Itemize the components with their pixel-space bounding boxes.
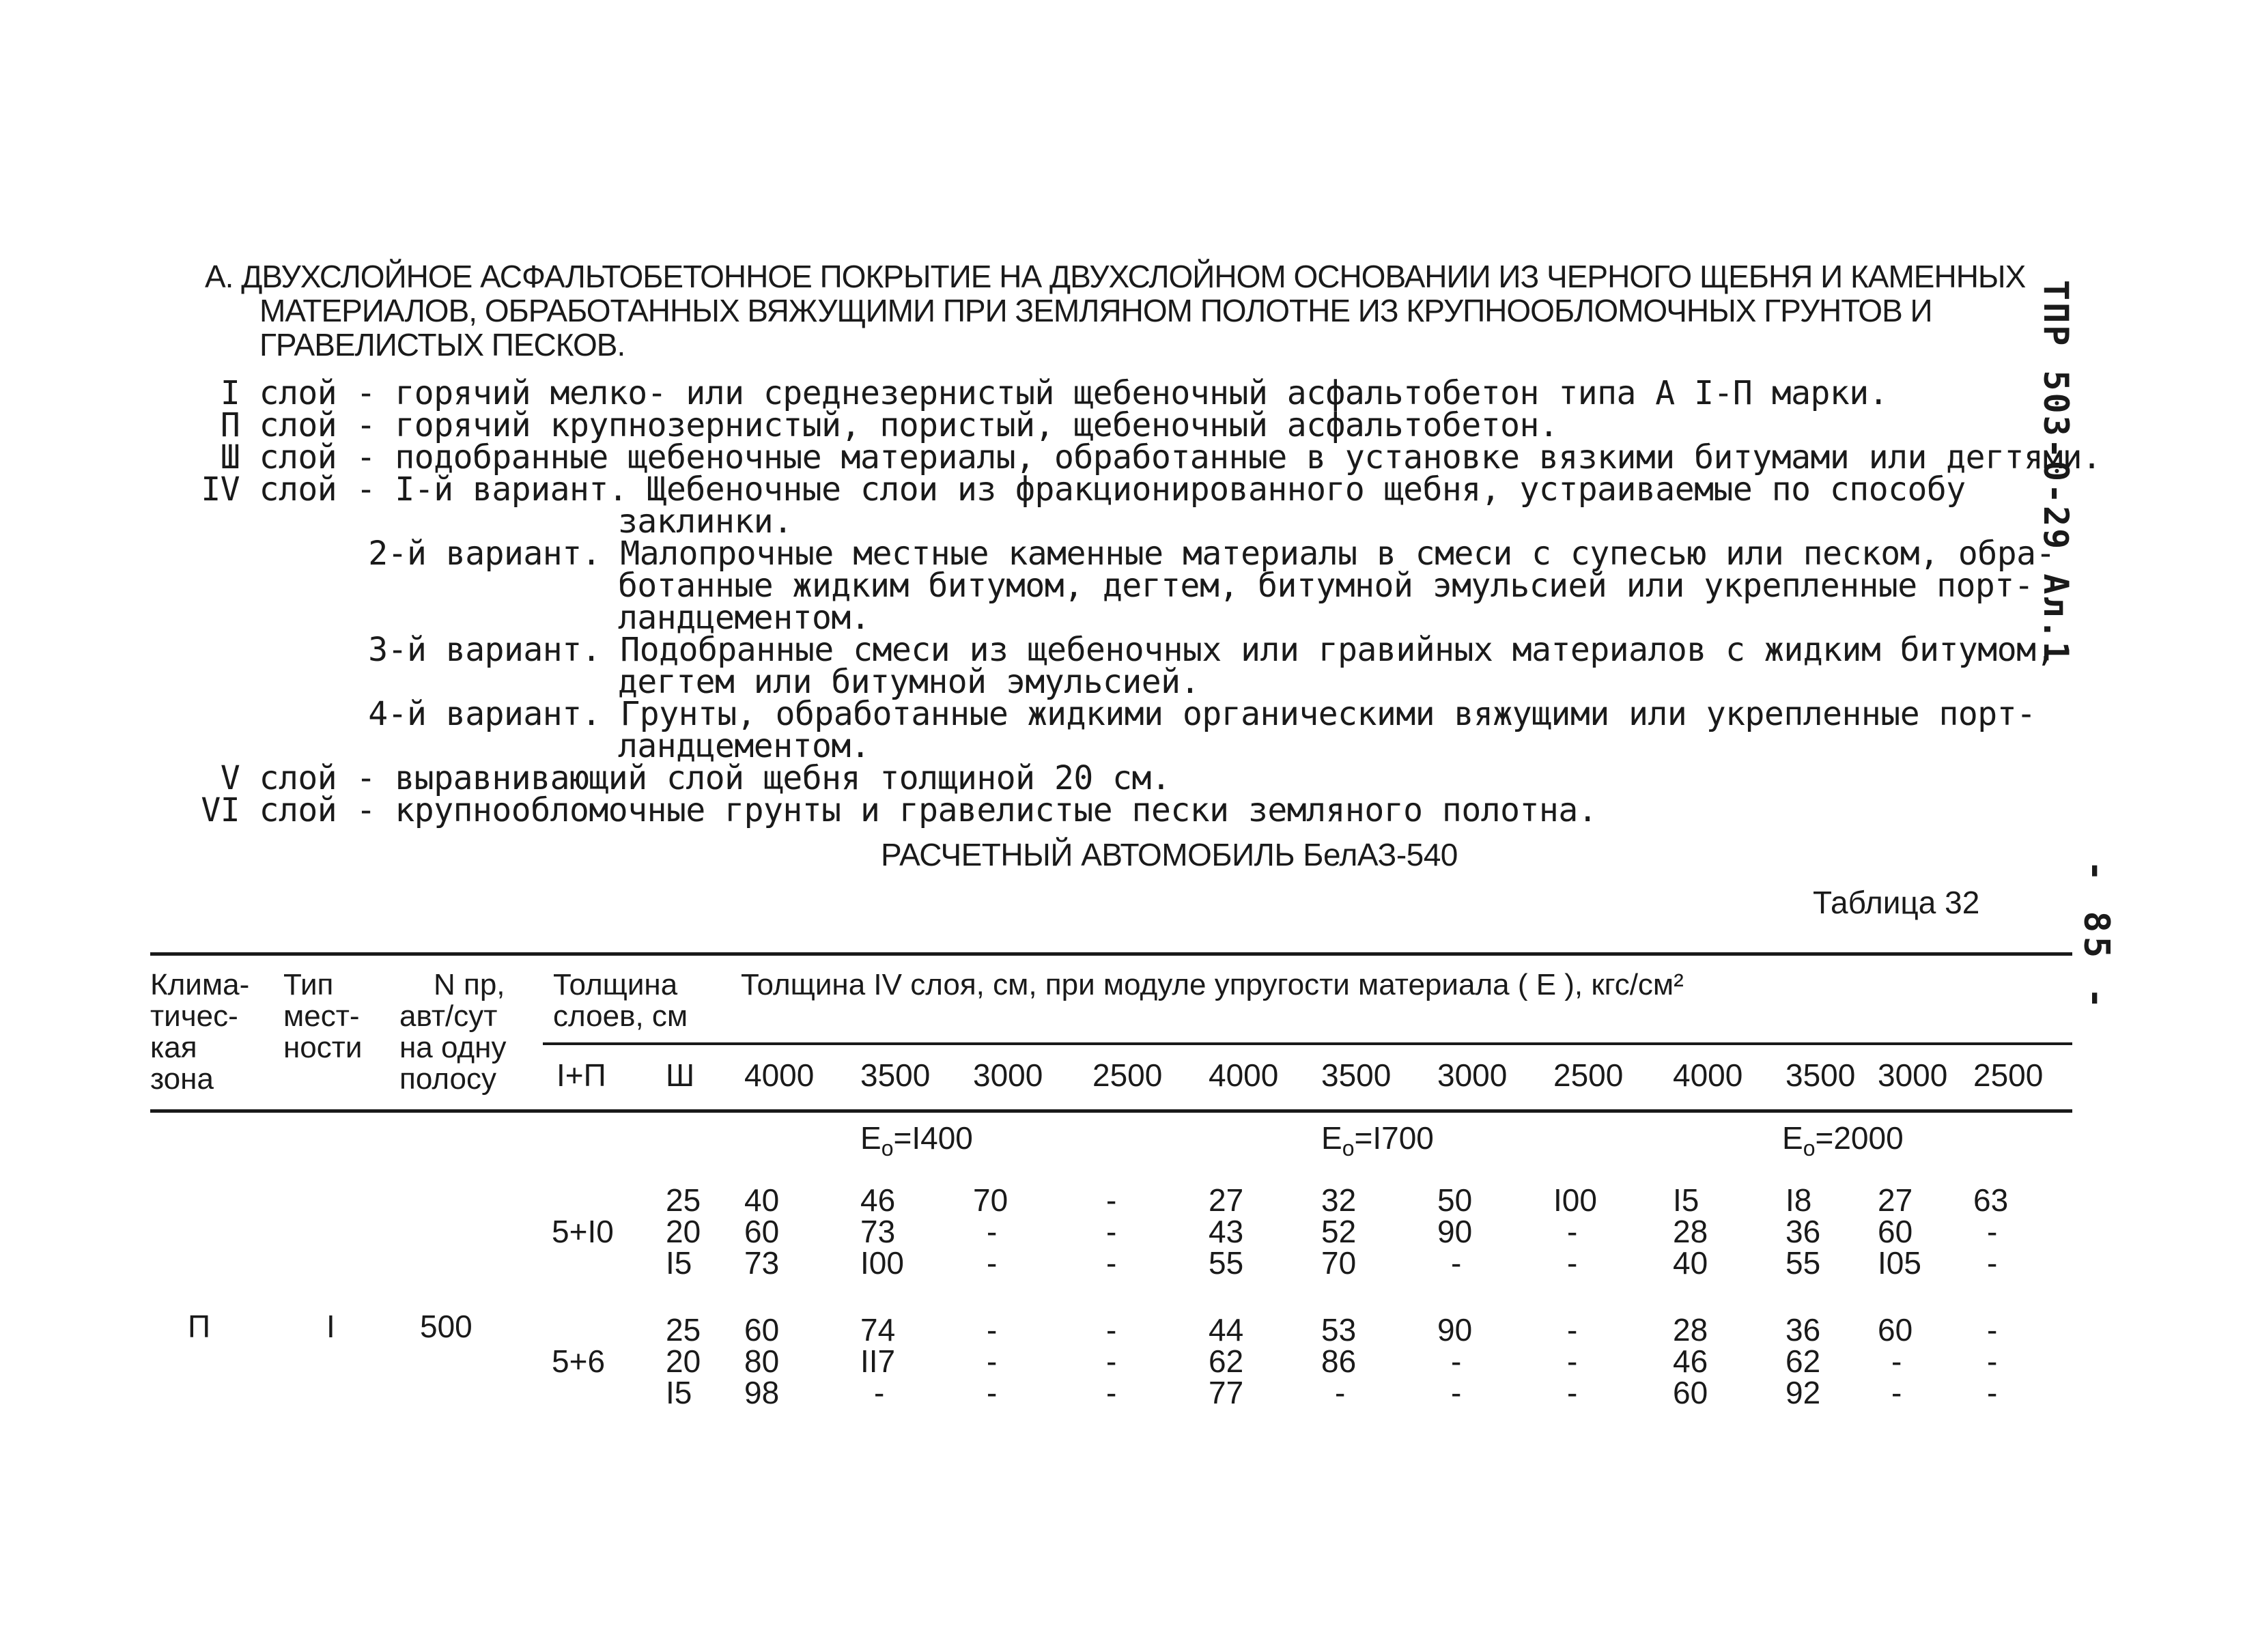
table-cell: I00 (1553, 1182, 1597, 1218)
header-text: на одну (399, 1031, 507, 1064)
table-cell: - (1106, 1182, 1117, 1218)
header-climate-zone (150, 969, 249, 1095)
subcolumn-header: 3000 (973, 1057, 1043, 1093)
table-cell: 60 (1878, 1312, 1913, 1348)
table-cell: - (1106, 1312, 1117, 1348)
subcolumn-header: 3500 (1786, 1057, 1856, 1093)
heading-line: А. ДВУХСЛОЙНОЕ АСФАЛЬТОБЕТОННОЕ ПОКРЫТИЕ НА ДВУХСЛОЙНОМ ОСНОВАНИИ ИЗ ЧЕРНОГО ЩЕБНЯ И КАМЕННЫХ (205, 259, 2026, 294)
table-cell: - (1987, 1343, 1998, 1379)
header-terrain-type (283, 969, 363, 1064)
table-cell: 43 (1209, 1214, 1244, 1249)
table-cell: - (1106, 1214, 1117, 1249)
table-cell: - (1451, 1245, 1462, 1281)
subcolumn-header: 3000 (1878, 1057, 1948, 1093)
table-cell: - (987, 1214, 998, 1249)
cell-climate-zone: П (188, 1309, 211, 1344)
e0-group-label: $E_o=2000$ (1782, 1120, 1904, 1161)
table-cell: 70 (973, 1182, 1008, 1218)
header-text: Клима- (150, 968, 250, 1001)
subcolumn-header: Ш (666, 1057, 695, 1093)
table-cell: 92 (1786, 1375, 1821, 1410)
document-code: ТПР 503-0-29 Ал.1 (2036, 280, 2076, 664)
subcolumn-header: 2500 (1973, 1057, 2044, 1093)
layer-1: I слой - горячий мелко- или среднезернистый щебеночный асфальтобетон типа А I-П марки. (220, 374, 1889, 412)
table-cell: 27 (1878, 1182, 1913, 1218)
table-cell: 25 (666, 1182, 701, 1218)
subcolumn-header: 4000 (1673, 1057, 1743, 1093)
table-cell: 80 (744, 1343, 780, 1379)
table-cell: - (1987, 1245, 1998, 1281)
table-cell: 40 (744, 1182, 780, 1218)
table-inner-rule (543, 1042, 2072, 1045)
table-top-rule (150, 952, 2072, 956)
header-text: Тип (283, 968, 334, 1001)
cell-traffic: 500 (420, 1309, 472, 1344)
variant-1-cont: заклинки. (618, 502, 793, 541)
header-text: полосу (399, 1062, 496, 1096)
table-cell: - (1987, 1375, 1998, 1410)
table-cell: 90 (1437, 1214, 1473, 1249)
e0-group-label: $E_o=I400$ (860, 1120, 973, 1161)
table-cell: 70 (1321, 1245, 1357, 1281)
table-cell: I00 (860, 1245, 904, 1281)
table-cell: - (1891, 1375, 1902, 1410)
table-cell: I05 (1878, 1245, 1921, 1281)
cell-i-ii-thickness: 5+6 (552, 1343, 606, 1379)
subcolumn-header: 3500 (860, 1057, 931, 1093)
table-cell: 60 (1878, 1214, 1913, 1249)
table-cell: 20 (666, 1214, 701, 1249)
heading-line: ГРАВЕЛИСТЫХ ПЕСКОВ. (259, 327, 625, 362)
design-vehicle-title: РАСЧЕТНЫЙ АВТОМОБИЛЬ БелАЗ-540 (881, 837, 1458, 872)
table-cell: 28 (1673, 1312, 1708, 1348)
header-text: тичес- (150, 999, 238, 1033)
table-cell: 53 (1321, 1312, 1357, 1348)
table-cell: 60 (1673, 1375, 1708, 1410)
table-cell: - (1335, 1375, 1346, 1410)
table-cell: 32 (1321, 1182, 1357, 1218)
table-cell: 40 (1673, 1245, 1708, 1281)
table-cell: 55 (1209, 1245, 1244, 1281)
header-layer-thickness (553, 969, 688, 1032)
table-cell: - (987, 1343, 998, 1379)
subcolumn-header: 2500 (1092, 1057, 1163, 1093)
header-text: мест- (283, 999, 360, 1033)
layer-2: П слой - горячий крупнозернистый, пористый, щебеночный асфальтобетон. (220, 406, 1559, 444)
table-cell: 77 (1209, 1375, 1244, 1410)
variant-2-line: ботанные жидким битумом, дегтем, битумной эмульсией или укрепленные порт- (618, 567, 2034, 605)
variant-3: 3-й вариант. Подобранные смеси из щебеночных или гравийных материалов с жидким битумом, (368, 631, 2055, 669)
table-cell: 73 (860, 1214, 896, 1249)
table-cell: - (1567, 1245, 1578, 1281)
table-cell: 98 (744, 1375, 780, 1410)
table-cell: - (1106, 1343, 1117, 1379)
e0-group-label: $E_o=I700$ (1321, 1120, 1434, 1161)
layer-4: IV слой - I-й вариант. Щебеночные слои из фракционированного щебня, устраиваемые по способу (201, 470, 1966, 509)
subcolumn-header: 4000 (744, 1057, 815, 1093)
subcolumn-header: 3000 (1437, 1057, 1508, 1093)
variant-4: 4-й вариант. Грунты, обработанные жидкими органическими вяжущими или укрепленные порт- (368, 695, 2036, 733)
header-text: кая (150, 1031, 197, 1064)
cell-i-ii-thickness: 5+I0 (552, 1214, 614, 1249)
table-header-bottom-rule (150, 1109, 2072, 1113)
table-cell: 46 (1673, 1343, 1708, 1379)
table-cell: 63 (1973, 1182, 2009, 1218)
table-cell: 36 (1786, 1312, 1821, 1348)
table-cell: 28 (1673, 1214, 1708, 1249)
header-text: авт/сут (399, 999, 498, 1033)
cell-terrain-type: I (326, 1309, 335, 1344)
table-cell: - (987, 1245, 998, 1281)
table-cell: - (1567, 1214, 1578, 1249)
table-cell: 60 (744, 1214, 780, 1249)
table-cell: - (874, 1375, 885, 1410)
table-cell: - (1567, 1343, 1578, 1379)
table-cell: 90 (1437, 1312, 1473, 1348)
section-heading (205, 259, 2025, 362)
table-cell: 25 (666, 1312, 701, 1348)
table-cell: - (987, 1375, 998, 1410)
header-iv-thickness: Толщина IV слоя, см, при модуле упругости материала ( E ), кгс/см² (741, 968, 1684, 1001)
table-cell: - (1106, 1245, 1117, 1281)
header-text: ности (283, 1031, 363, 1064)
table-cell: I5 (666, 1245, 692, 1281)
table-cell: 62 (1209, 1343, 1244, 1379)
subcolumn-header: 4000 (1209, 1057, 1279, 1093)
table-cell: 44 (1209, 1312, 1244, 1348)
table-cell: - (1987, 1214, 1998, 1249)
table-number: Таблица 32 (1813, 885, 1980, 920)
table-cell: - (1567, 1312, 1578, 1348)
table-cell: 52 (1321, 1214, 1357, 1249)
page-number: - 85 - (2076, 860, 2117, 1013)
table-cell: 74 (860, 1312, 896, 1348)
table-cell: - (1106, 1375, 1117, 1410)
table-cell: 36 (1786, 1214, 1821, 1249)
table-cell: 62 (1786, 1343, 1821, 1379)
table-cell: - (1987, 1312, 1998, 1348)
table-cell: 27 (1209, 1182, 1244, 1218)
table-cell: 46 (860, 1182, 896, 1218)
variant-2: 2-й вариант. Малопрочные местные каменные материалы в смеси с супесью или песком, обра- (368, 535, 2055, 573)
header-text: слоев, см (553, 999, 688, 1033)
table-cell: - (987, 1312, 998, 1348)
heading-line: МАТЕРИАЛОВ, ОБРАБОТАННЫХ ВЯЖУЩИМИ ПРИ ЗЕМЛЯНОМ ПОЛОТНЕ ИЗ КРУПНООБЛОМОЧНЫХ ГРУНТОВ И (259, 293, 1932, 328)
header-traffic (399, 969, 506, 1095)
table-cell: 55 (1786, 1245, 1821, 1281)
header-text: зона (150, 1062, 214, 1096)
table-cell: - (1451, 1375, 1462, 1410)
subcolumn-header: 2500 (1553, 1057, 1624, 1093)
header-text: N пр, (434, 968, 505, 1001)
table-cell: I8 (1786, 1182, 1812, 1218)
table-cell: - (1567, 1375, 1578, 1410)
variant-4-line: ландцементом. (618, 727, 871, 765)
table-cell: 73 (744, 1245, 780, 1281)
layer-5: V слой - выравнивающий слой щебня толщиной 20 см. (220, 759, 1171, 797)
table-cell: II7 (860, 1343, 896, 1379)
table-cell: I5 (666, 1375, 692, 1410)
layers-description (184, 374, 2102, 829)
table-cell: 60 (744, 1312, 780, 1348)
table-cell: - (1891, 1343, 1902, 1379)
table-cell: I5 (1673, 1182, 1699, 1218)
table-cell: 20 (666, 1343, 701, 1379)
layer-6: VI слой - крупнообломочные грунты и гравелистые пески земляного полотна. (201, 791, 1598, 829)
subcolumn-header: I+П (556, 1057, 606, 1093)
table-cell: 50 (1437, 1182, 1473, 1218)
variant-3-line: дегтем или битумной эмульсией. (618, 663, 1200, 701)
variant-2-line: ландцементом. (618, 599, 871, 637)
table-cell: - (1451, 1343, 1462, 1379)
subcolumn-header: 3500 (1321, 1057, 1392, 1093)
table-cell: 86 (1321, 1343, 1357, 1379)
layer-3: Ш слой - подобранные щебеночные материалы, обработанные в установке вязкими битумами или дегтями. (220, 438, 2102, 476)
header-text: Толщина (553, 968, 678, 1001)
